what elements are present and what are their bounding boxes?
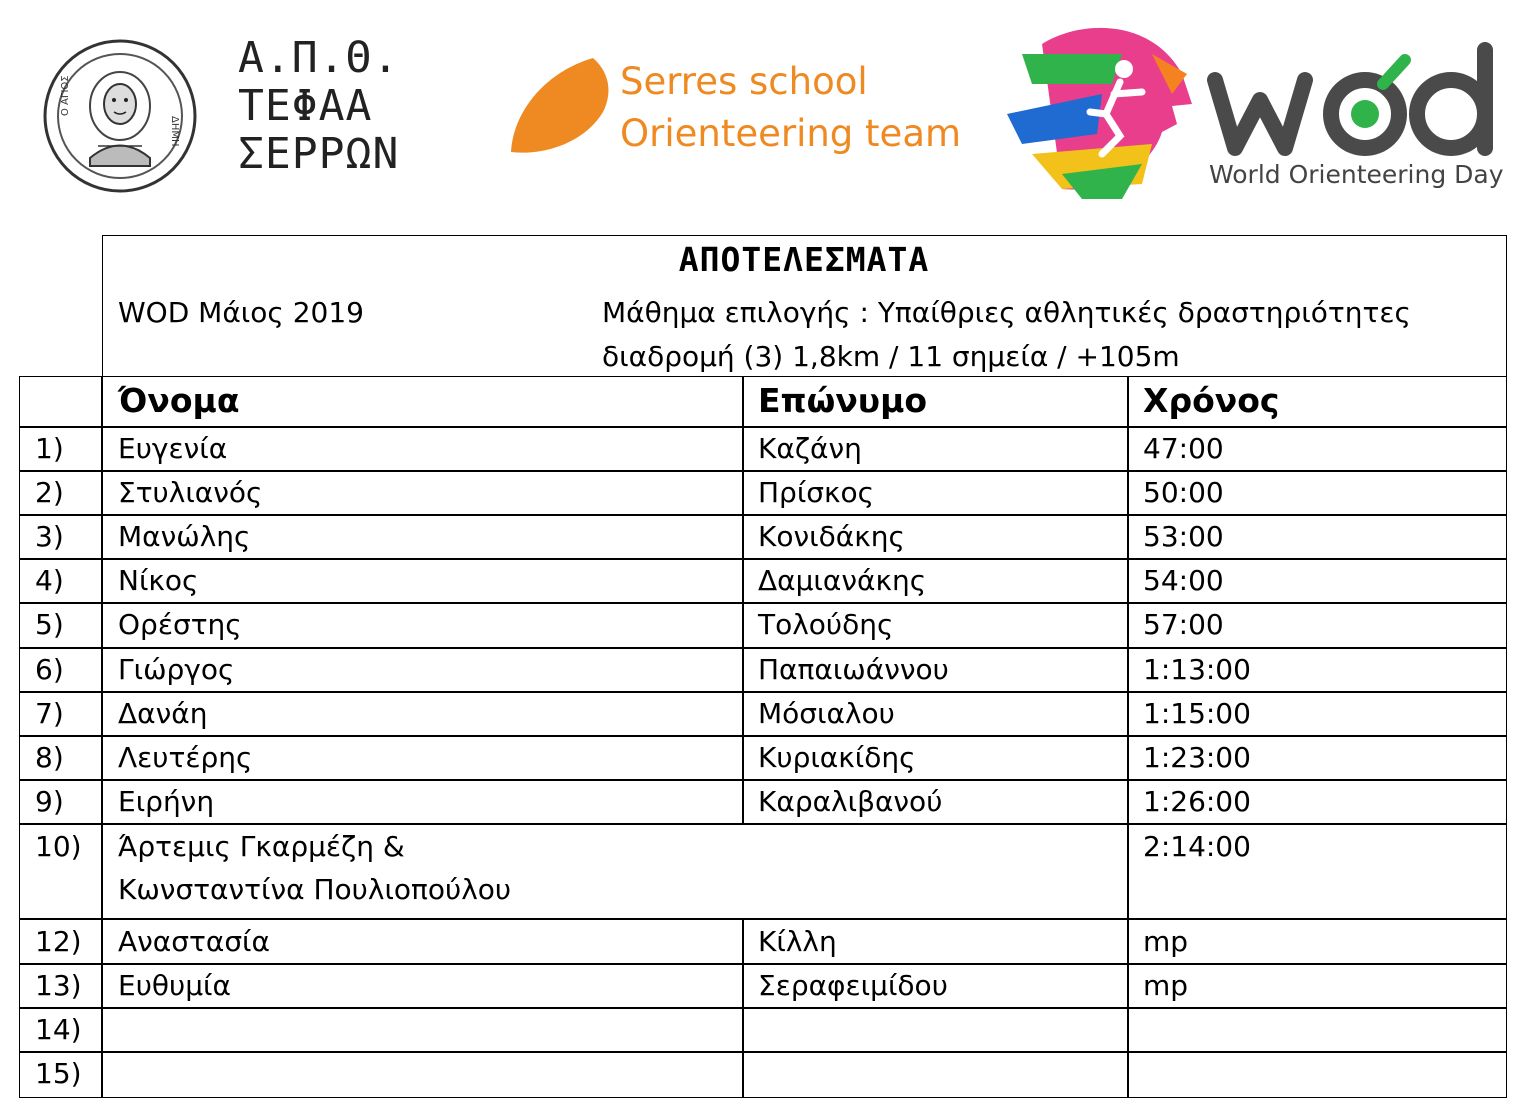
university-seal-logo (42, 38, 198, 194)
course-line-1: Μάθημα επιλογής : Υπαίθριες αθλητικές δραστηριότητες (602, 296, 1411, 329)
row-rank: 2) (35, 476, 64, 509)
row-rank: 15) (35, 1057, 82, 1090)
row-last-name: Κυριακίδης (758, 741, 916, 774)
row-rank: 1) (35, 432, 64, 465)
logo-line-1: Α.Π.Θ. (238, 33, 400, 83)
row-divider (19, 779, 1507, 781)
serres-line-2: Orienteering team (620, 112, 962, 155)
row-first-name: Νίκος (118, 564, 199, 597)
course-line-2: διαδρομή (3) 1,8km / 11 σημεία / +105m (602, 340, 1180, 373)
row-rank: 13) (35, 969, 82, 1002)
row-first-name: Γιώργος (118, 653, 235, 686)
col-divider (1127, 376, 1129, 1098)
row-time: 54:00 (1143, 564, 1224, 597)
row-last-name: Παπαιωάννου (758, 653, 949, 686)
row-first-name: Αναστασία (118, 925, 270, 958)
row-time: 53:00 (1143, 520, 1224, 553)
row-rank: 12) (35, 925, 82, 958)
col-divider (742, 919, 744, 1098)
row-first-name: Ειρήνη (118, 785, 215, 818)
row-divider (19, 823, 1507, 825)
column-header-last-name: Επώνυμο (758, 381, 928, 420)
row-time: 1:13:00 (1143, 653, 1251, 686)
row-divider (19, 691, 1507, 693)
team-names-line-2: Κωνσταντίνα Πουλιοπούλου (118, 873, 512, 906)
page-title: ΑΠΟΤΕΛΕΣΜΑΤΑ (678, 240, 930, 279)
wod-wordmark-logo (1205, 40, 1505, 160)
row-rank: 5) (35, 608, 64, 641)
row-rank: 6) (35, 653, 64, 686)
row-divider (19, 1007, 1507, 1009)
row-divider (19, 735, 1507, 737)
row-last-name: Τολούδης (758, 608, 894, 641)
row-divider (19, 1051, 1507, 1053)
serres-line-1: Serres school (620, 60, 868, 103)
row-divider (19, 470, 1507, 472)
row-rank: 3) (35, 520, 64, 553)
row-time: 1:26:00 (1143, 785, 1251, 818)
serres-school-logo-text (620, 56, 961, 160)
row-rank: 7) (35, 697, 64, 730)
serres-orange-shape-icon (505, 52, 615, 162)
university-name-logo (238, 34, 399, 178)
row-rank: 10) (35, 830, 82, 863)
logo-line-3: ΣΕΡΡΩΝ (238, 129, 400, 179)
row-time: 50:00 (1143, 476, 1224, 509)
wod-runner-head-logo-icon (1002, 14, 1202, 204)
row-last-name: Καζάνη (758, 432, 862, 465)
row-last-name: Πρίσκος (758, 476, 875, 509)
column-header-time: Χρόνος (1143, 381, 1280, 420)
row-last-name: Σεραφειμίδου (758, 969, 948, 1002)
row-last-name: Δαμιανάκης (758, 564, 927, 597)
logo-line-2: ΤΕΦΑΑ (238, 81, 373, 131)
row-divider (19, 602, 1507, 604)
row-time: mp (1143, 969, 1189, 1002)
row-rank: 4) (35, 564, 64, 597)
row-rank: 14) (35, 1013, 82, 1046)
row-last-name: Κίλλη (758, 925, 837, 958)
row-last-name: Κονιδάκης (758, 520, 905, 553)
row-rank: 8) (35, 741, 64, 774)
column-header-first-name: Όνομα (118, 381, 240, 420)
row-first-name: Ορέστης (118, 608, 242, 641)
row-time: 57:00 (1143, 608, 1224, 641)
row-last-name: Μόσιαλου (758, 697, 895, 730)
row-divider (19, 647, 1507, 649)
row-first-name: Δανάη (118, 697, 208, 730)
row-first-name: Ευθυμία (118, 969, 231, 1002)
wod-subtitle: World Orienteering Day (1209, 160, 1504, 189)
row-time: 1:15:00 (1143, 697, 1251, 730)
row-divider (19, 918, 1507, 920)
row-time: 1:23:00 (1143, 741, 1251, 774)
row-first-name: Στυλιανός (118, 476, 263, 509)
svg-text:wod: wod (1205, 40, 1207, 41)
svg-text:ΔΗΜΗ: ΔΗΜΗ (169, 116, 180, 147)
row-divider (19, 514, 1507, 516)
row-time: mp (1143, 925, 1189, 958)
row-first-name: Ευγενία (118, 432, 228, 465)
event-label: WOD Μάιος 2019 (118, 296, 364, 329)
row-first-name: Λευτέρης (118, 741, 253, 774)
row-last-name: Καραλιβανού (758, 785, 943, 818)
row-rank: 9) (35, 785, 64, 818)
col-divider (742, 376, 744, 824)
row-divider (19, 426, 1507, 428)
row-divider (19, 963, 1507, 965)
row-first-name: Μανώλης (118, 520, 251, 553)
row-divider (19, 558, 1507, 560)
col-divider (101, 376, 103, 1098)
svg-text:Ο ΑΓΙΟΣ: Ο ΑΓΙΟΣ (60, 75, 71, 116)
team-names-line-1: Άρτεμις Γκαρμέζη & (118, 830, 405, 863)
row-time: 47:00 (1143, 432, 1224, 465)
row-time: 2:14:00 (1143, 830, 1251, 863)
